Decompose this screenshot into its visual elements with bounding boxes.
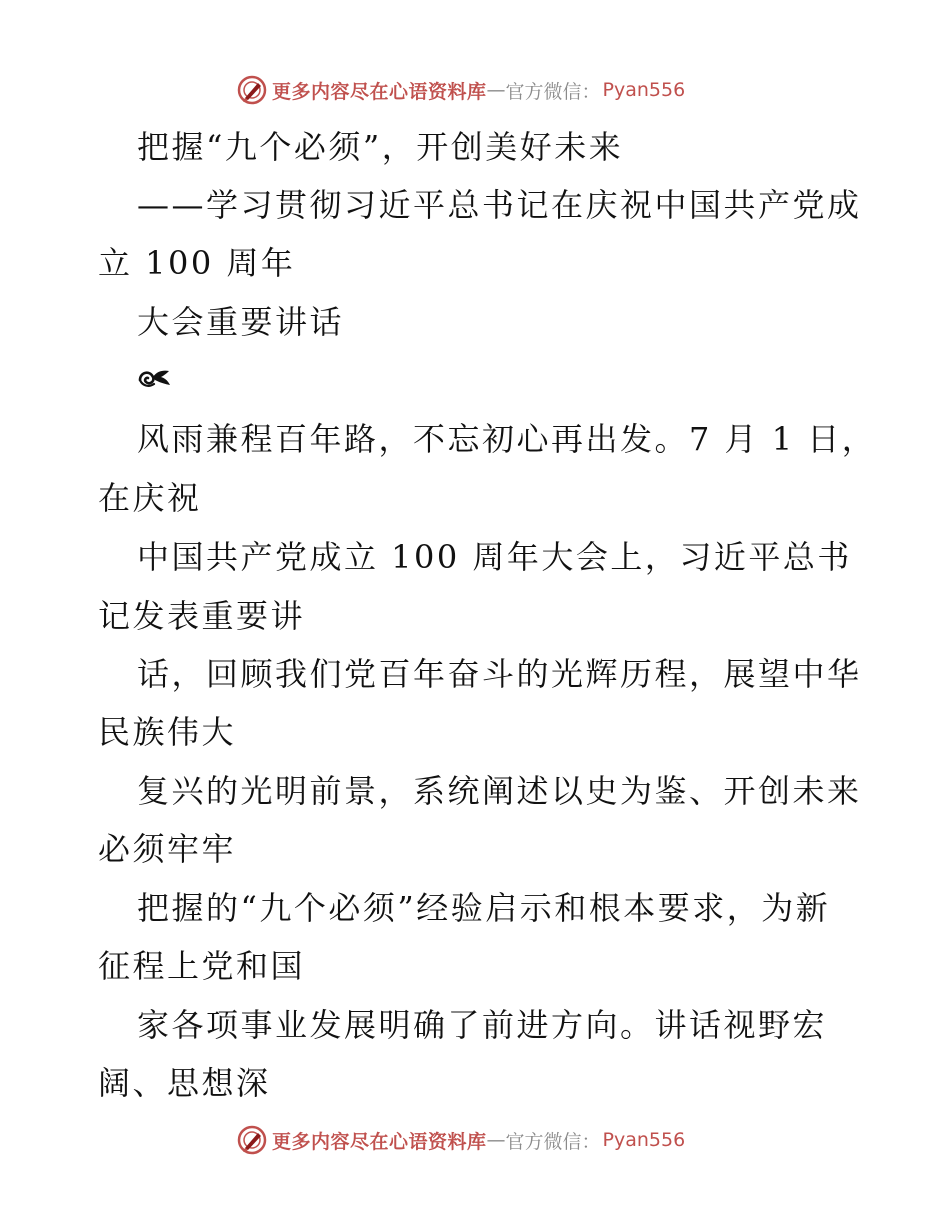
body-line-10: 征程上党和国 <box>98 947 306 985</box>
banner-separator: — <box>486 1129 506 1151</box>
wechat-id: Pyan556 <box>602 79 686 101</box>
banner-separator: — <box>486 79 506 101</box>
body-line-3: 中国共产党成立 100 周年大会上，习近平总书 <box>137 538 852 576</box>
body-line-9: 把握的“九个必须”经验启示和根本要求，为新 <box>137 889 831 927</box>
header-banner <box>236 73 716 107</box>
subtitle-line-3: 大会重要讲话 <box>137 303 345 341</box>
body-line-1: 风雨兼程百年路，不忘初心再出发。7 月 1 日， <box>137 420 877 458</box>
body-line-12: 阔、思想深 <box>98 1064 271 1102</box>
body-line-5: 话，回顾我们党百年奋斗的光辉历程，展望中华 <box>137 655 862 693</box>
wechat-id: Pyan556 <box>602 1129 686 1151</box>
body-line-6: 民族伟大 <box>98 713 237 751</box>
body-line-2: 在庆祝 <box>98 479 202 517</box>
subtitle-line-2: 立 100 周年 <box>98 244 296 282</box>
promo-text: 更多内容尽在心语资料库 <box>272 1130 487 1153</box>
subtitle-line-1: ——学习贯彻习近平总书记在庆祝中国共产党成 <box>137 186 862 224</box>
official-wechat-label: 官方微信： <box>505 80 601 103</box>
body-line-8: 必须牢牢 <box>98 830 237 868</box>
fleuron-ornament-icon <box>137 365 173 391</box>
document-title: 把握“九个必须”，开创美好未来 <box>137 128 624 166</box>
footer-banner <box>236 1123 716 1157</box>
body-line-4: 记发表重要讲 <box>98 597 306 635</box>
pen-logo-icon <box>236 1124 268 1156</box>
official-wechat-label: 官方微信： <box>505 1130 601 1153</box>
body-line-7: 复兴的光明前景，系统阐述以史为鉴、开创未来 <box>137 772 862 810</box>
pen-logo-icon <box>236 74 268 106</box>
body-line-11: 家各项事业发展明确了前进方向。讲话视野宏 <box>137 1006 828 1044</box>
promo-text: 更多内容尽在心语资料库 <box>272 80 487 103</box>
